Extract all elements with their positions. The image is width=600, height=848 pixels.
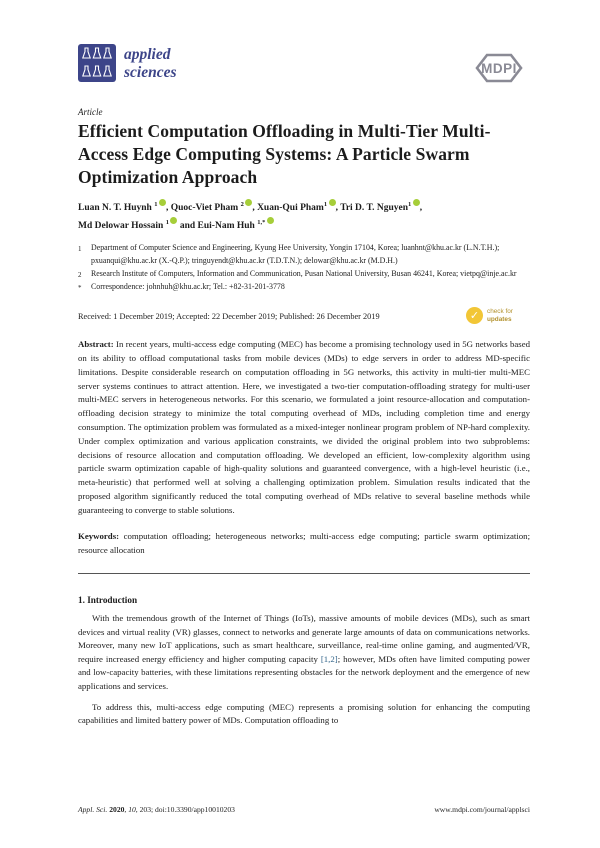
author-line-2 bbox=[78, 216, 530, 234]
keywords-text: computation offloading; heterogeneous networks; multi-access edge computing; particle swarm optimization; resource allocation bbox=[78, 531, 531, 556]
author-affiliation-sup: 1 bbox=[154, 201, 158, 208]
citation-line bbox=[78, 805, 235, 814]
author-separator: , bbox=[165, 203, 171, 214]
abstract-paragraph bbox=[78, 338, 530, 517]
volume-number: 10 bbox=[128, 805, 136, 814]
journal-name-line1: applied bbox=[124, 46, 171, 63]
journal-abbrev: Appl. Sci. bbox=[78, 805, 110, 814]
orcid-icon[interactable] bbox=[267, 217, 274, 224]
introduction-paragraph-1 bbox=[78, 612, 530, 694]
publication-year: 2020 bbox=[109, 805, 125, 814]
author-name: Eui-Nam Huh bbox=[197, 220, 258, 231]
received-accepted-published: Received: 1 December 2019; Accepted: 22 December 2019; Published: 26 December 2019 bbox=[78, 312, 380, 322]
author-separator: , bbox=[252, 203, 258, 214]
citation-separator: , bbox=[124, 805, 129, 814]
orcid-icon[interactable] bbox=[159, 199, 166, 206]
page-footer bbox=[78, 805, 530, 814]
author-affiliation-sup: 1 bbox=[323, 201, 328, 208]
introduction-paragraph-2: To address this, multi-access edge computing (MEC) represents a promising solution for enhancing the computing capabilities and limited battery power of MDs. Computation offloading to bbox=[78, 701, 530, 726]
author-list bbox=[78, 198, 530, 233]
author-line-1 bbox=[78, 198, 530, 216]
citation-link[interactable]: [1,2] bbox=[320, 653, 338, 664]
mdpi-logo bbox=[466, 50, 530, 86]
abstract-text: In recent years, multi-access edge computing (MEC) has become a promising technology used in 5G networks based on its ability to offload computational tasks from mobile devices (MDs) to edge servers in order to address MD-specific limitations. Despite considerable research on computation offloading in 5G networks, this activity in multi-tier multi-MEC server systems continues to attract attention. Here, we investigated a two-tier computation-offloading strategy for multi-user multi-MEC servers in heterogeneous networks. For this scenario, we formulated a joint resource-allocation and computation-offloading decision strategy to minimize the total computing overhead of MDs, including completion time and energy consumption. The optimization problem was formulated as a mixed-integer nonlinear program problem of NP-hard complexity. Under complex optimization and various application constraints, we divided the original problem into two subproblems: decisions of resource allocation and computation offloading. We developed an efficient, low-complexity algorithm using particle swarm optimization capable of high-quality solutions and guaranteed convergence, with a high-level heuristic (i.e., meta-heuristic) that performed well at solving a challenging optimization problem. Simulation results indicated that the proposed algorithm significantly reduced the total computing overhead of MDs relative to several baseline methods while guaranteeing to converge to stable solutions. bbox=[78, 339, 530, 515]
author-separator: and bbox=[177, 220, 198, 231]
keywords-paragraph bbox=[78, 530, 530, 558]
check-badge-label bbox=[487, 308, 513, 322]
journal-name bbox=[124, 44, 177, 81]
correspondence-text: Correspondence: johnhuh@khu.ac.kr; Tel.: +82-31-201-3778 bbox=[91, 282, 285, 292]
author-affiliation-sup: 2 bbox=[240, 201, 244, 208]
doi-text: , 203; doi:10.3390/app10010203 bbox=[135, 805, 235, 814]
author-name: Quoc-Viet Pham bbox=[170, 203, 241, 214]
correspondence-note bbox=[78, 281, 530, 295]
author-affiliation-sup: 1 bbox=[408, 201, 412, 208]
orcid-icon[interactable] bbox=[329, 199, 336, 206]
mdpi-logo-text: MDPI bbox=[481, 61, 517, 76]
keywords-label: Keywords: bbox=[78, 531, 120, 542]
abstract-label: Abstract: bbox=[78, 339, 114, 350]
affiliation-marker: 1 bbox=[78, 245, 82, 254]
author-name: Luan N. T. Huynh bbox=[78, 203, 155, 214]
introduction-heading: 1. Introduction bbox=[78, 595, 138, 606]
affiliation-1 bbox=[78, 242, 530, 267]
journal-name-line2: sciences bbox=[124, 63, 177, 81]
section-divider bbox=[78, 573, 530, 574]
author-separator: , bbox=[335, 203, 341, 214]
affiliation-marker: 2 bbox=[78, 270, 82, 279]
author-name: Md Delowar Hossain bbox=[78, 220, 166, 231]
dates-row bbox=[78, 307, 530, 324]
affiliation-2 bbox=[78, 268, 530, 282]
author-affiliation-sup: 1 bbox=[165, 218, 169, 226]
affiliation-text: Research Institute of Computers, Information and Communication, Pusan National University, Busan 46241, Korea; vietpq@inje.ac.kr bbox=[91, 268, 517, 278]
applied-sciences-logo bbox=[78, 44, 177, 82]
orcid-icon[interactable] bbox=[413, 199, 420, 206]
check-for-updates-badge[interactable] bbox=[466, 307, 530, 324]
author-name: Tri D. T. Nguyen bbox=[340, 203, 409, 214]
article-type-label: Article bbox=[78, 107, 103, 117]
author-name: Xuan-Qui Pham bbox=[257, 203, 324, 214]
applied-sciences-flasks-icon bbox=[78, 44, 116, 82]
correspondence-marker: * bbox=[78, 284, 82, 293]
page-header bbox=[78, 44, 530, 94]
check-badge-line1: check for bbox=[487, 308, 513, 316]
affiliation-list bbox=[78, 242, 530, 295]
article-title: Efficient Computation Offloading in Multi-Tier Multi-Access Edge Computing Systems: A Particle Swarm Optimization Approach bbox=[78, 121, 491, 187]
journal-url-link[interactable]: www.mdpi.com/journal/applsci bbox=[434, 805, 530, 814]
check-icon: ✓ bbox=[466, 307, 483, 324]
author-separator: , bbox=[419, 203, 423, 214]
affiliation-text: Department of Computer Science and Engineering, Kyung Hee University, Yongin 17104, Korea; luanhnt@khu.ac.kr (L.N.T.H.); pxuanqui@khu.ac.kr (X.-Q.P.); tringuyendt@khu.ac.kr (T.D.T.N.); delowar@khu.ac.kr (M.D.H.) bbox=[91, 243, 500, 266]
paragraph-text: ; however, MDs often have limited computing power and low-capacity batteries, with these limitations representing obstacles for the network deployment and the emergence of new applications and services. bbox=[78, 653, 530, 692]
check-badge-line2: updates bbox=[487, 315, 512, 323]
author-affiliation-sup: 1,* bbox=[257, 218, 266, 226]
paragraph-text: With the tremendous growth of the Internet of Things (IoTs), massive amounts of mobile devices (MDs), such as smart devices and virtual reality (VR) glasses, connect to networks and generate large amounts of data on communications networks. Moreover, many new IoT applications, such as smart healthcare, surveillance, real-time online gaming, and augmented/VR, require increased energy efficiency and higher computing capacity bbox=[78, 613, 530, 664]
